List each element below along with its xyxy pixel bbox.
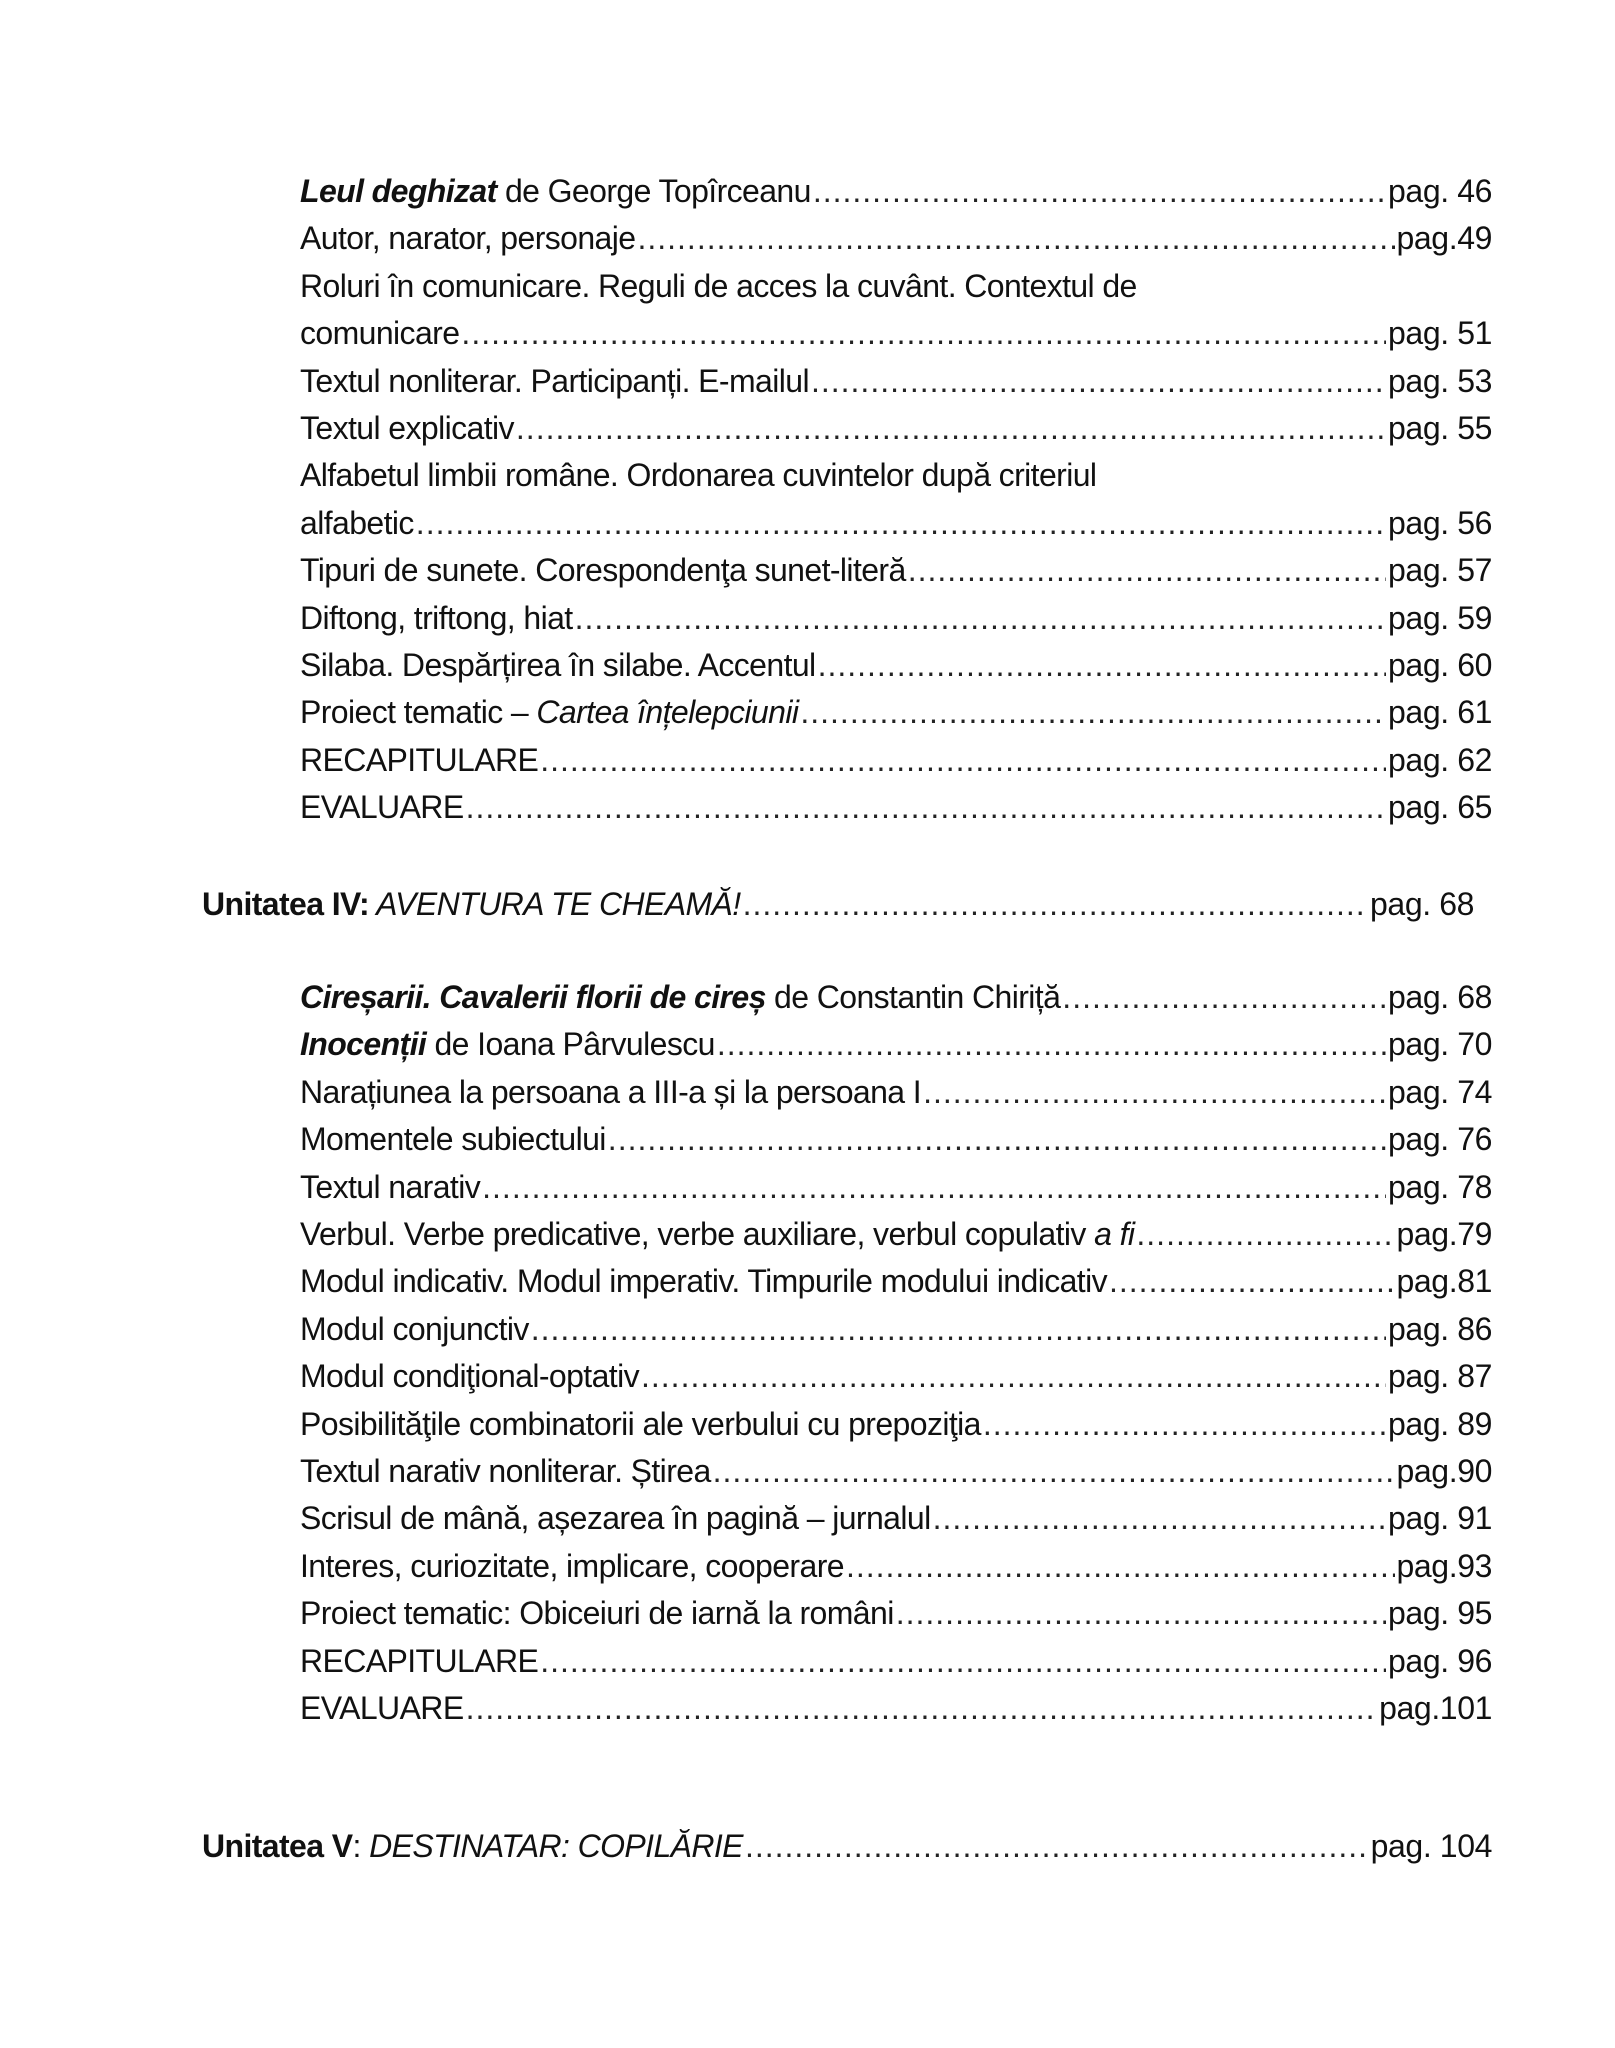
page-number: pag. 57 [1388, 552, 1492, 589]
unit-title [202, 1823, 743, 1870]
entry-title [300, 263, 1137, 310]
entry-title-continuation: alfabetic [300, 504, 414, 541]
dot-leader [540, 1638, 1386, 1685]
entry-title [300, 1306, 529, 1353]
entry-title-part: Diftong, triftong, hiat [300, 599, 573, 636]
page-number: pag.79 [1396, 1216, 1492, 1252]
page-number: pag. 95 [1388, 1595, 1492, 1632]
toc-entry [300, 358, 1492, 405]
toc-entry [300, 1448, 1492, 1495]
page-number: pag. 76 [1388, 1121, 1492, 1158]
dot-leader [908, 547, 1386, 594]
page-number: pag. 89 [1388, 1405, 1492, 1442]
dot-leader [811, 358, 1386, 405]
entry-title-part: Scrisul de mână, așezarea în pagină – jurnalul [300, 1500, 931, 1537]
entry-title [300, 595, 573, 642]
unit-title [202, 881, 741, 928]
dot-leader [461, 310, 1386, 357]
entry-title-part: Cartea înțelepciunii [536, 694, 799, 731]
entry-title-part: de George Topîrceanu [496, 173, 811, 209]
toc-entry [300, 1116, 1492, 1163]
toc-entry [300, 263, 1492, 310]
entry-title-part: EVALUARE [300, 789, 464, 826]
entry-title [300, 358, 809, 405]
toc-entry [300, 405, 1492, 452]
page-number: pag.81 [1396, 1263, 1492, 1300]
page-number: pag. 96 [1388, 1642, 1492, 1679]
dot-leader [800, 689, 1386, 736]
entry-title-part: RECAPITULARE [300, 741, 539, 778]
entry-title-part: Momentele subiectului [300, 1121, 606, 1158]
entry-title [300, 1021, 715, 1068]
entry-title-part: Narațiunea la persoana a III-a și la persoana I [300, 1073, 922, 1110]
page-number: pag. 86 [1388, 1310, 1492, 1347]
entry-title-part: Posibilităţile combinatorii ale verbului cu prepoziţia [300, 1405, 981, 1442]
page-number: pag. 46 [1388, 173, 1492, 209]
entry-title [300, 1685, 464, 1732]
entry-title [300, 1638, 538, 1685]
entry-title [300, 1211, 1134, 1258]
entry-title-part: Verbul. Verbe predicative, verbe auxiliare, verbul copulativ [300, 1216, 1095, 1252]
page-number: pag. 59 [1388, 599, 1492, 636]
toc-entry [300, 1638, 1492, 1685]
entry-title-continuation: comunicare [300, 315, 460, 352]
page-number: pag. 62 [1388, 741, 1492, 778]
entry-title-part: Textul nonliterar. Participanți. E-mailul [300, 362, 809, 399]
toc-entry [300, 595, 1492, 642]
entry-title [300, 974, 1060, 1021]
unit-heading [202, 881, 1474, 928]
entry-title [300, 1069, 921, 1116]
entry-title [300, 689, 798, 736]
toc-entry-continuation [300, 310, 1492, 357]
dot-leader [531, 1306, 1386, 1353]
entry-title-part: Interes, curiozitate, implicare, cooperare [300, 1547, 844, 1584]
toc-entry [300, 1543, 1492, 1590]
entry-title-part: Alfabetul limbii române. Ordonarea cuvintelor după criteriul [300, 457, 1097, 494]
page-number: pag. 60 [1388, 647, 1492, 683]
dot-leader [637, 215, 1394, 262]
page-number: pag. 74 [1388, 1073, 1492, 1110]
entry-title [300, 1448, 711, 1495]
entry-title-part: Tipuri de sunete. Corespondenţa sunet-literă [300, 552, 906, 589]
entry-title-part: EVALUARE [300, 1690, 464, 1726]
dot-leader [896, 1590, 1386, 1637]
entry-title [300, 1543, 844, 1590]
entry-title-part: Cireșarii. Cavalerii florii de cireș [300, 979, 766, 1015]
page-number: pag. 56 [1388, 504, 1492, 541]
toc-entry [300, 642, 1492, 689]
entry-title [300, 1164, 480, 1211]
entry-title-part: Textul explicativ [300, 410, 514, 446]
toc-entry [300, 784, 1492, 831]
entry-title-part: Inocenții [300, 1026, 427, 1063]
page-number: pag. 51 [1388, 315, 1492, 352]
toc-entry [300, 1069, 1492, 1116]
dot-leader [1062, 974, 1386, 1021]
toc-entry-continuation [300, 500, 1492, 547]
page-number: pag. 61 [1388, 694, 1492, 731]
entry-title-part: a fi [1094, 1216, 1135, 1252]
entry-title [300, 784, 464, 831]
entry-title [300, 737, 538, 784]
entry-title [300, 1495, 931, 1542]
dot-leader [743, 881, 1368, 928]
entry-title-part: de Ioana Pârvulescu [426, 1026, 715, 1063]
page-number: pag.49 [1396, 220, 1492, 257]
dot-leader [540, 737, 1386, 784]
entry-title-part: Roluri în comunicare. Reguli de acces la cuvânt. Contextul de [300, 267, 1137, 304]
entry-title [300, 452, 1096, 499]
toc-entry [300, 1353, 1492, 1400]
toc-entry [300, 974, 1492, 1021]
dot-leader [745, 1823, 1369, 1870]
entry-title [300, 642, 816, 689]
toc-entry [300, 1685, 1492, 1732]
entry-title [300, 547, 906, 594]
entry-title-part: Textul narativ [300, 1168, 481, 1205]
toc-entry [300, 547, 1492, 594]
toc-entry [300, 689, 1492, 736]
toc-entry [300, 1495, 1492, 1542]
page-number: pag. 68 [1388, 979, 1492, 1015]
unit-name: DESTINATAR: COPILĂRIE [360, 1828, 743, 1864]
entry-title-part: Textul narativ nonliterar. Știrea [300, 1453, 711, 1489]
page-number: pag. 78 [1388, 1168, 1492, 1205]
entry-title-part: Silaba. Despărțirea în silabe. Accentul [300, 647, 816, 683]
entry-title [300, 1353, 639, 1400]
dot-leader [983, 1401, 1386, 1448]
entry-title-part: de Constantin Chiriță [765, 979, 1061, 1015]
unit-label: Unitatea V [202, 1828, 353, 1864]
entry-title [300, 168, 811, 215]
dot-leader [933, 1495, 1386, 1542]
entry-title [300, 1590, 894, 1637]
page-number: pag. 70 [1388, 1026, 1492, 1063]
entry-title [300, 405, 514, 452]
dot-leader [416, 500, 1386, 547]
toc-entry [300, 1258, 1492, 1305]
page-number: pag. 55 [1388, 410, 1492, 446]
dot-leader [923, 1069, 1386, 1116]
dot-leader [575, 595, 1386, 642]
dot-leader [818, 642, 1386, 689]
entry-title-part: Autor, narator, personaje [300, 220, 636, 257]
toc-entry [300, 452, 1492, 499]
dot-leader [717, 1021, 1386, 1068]
toc-entry [300, 1021, 1492, 1068]
toc-entry [300, 168, 1492, 215]
unit-colon: : [352, 1828, 361, 1864]
entry-title-part: Proiect tematic – [300, 694, 537, 731]
dot-leader [1109, 1258, 1395, 1305]
toc-entry [300, 1590, 1492, 1637]
dot-leader [516, 405, 1386, 452]
dot-leader [813, 168, 1386, 215]
dot-leader [846, 1543, 1395, 1590]
entry-title [300, 1116, 606, 1163]
page-number: pag. 53 [1388, 362, 1492, 399]
toc-entry [300, 1211, 1492, 1258]
entry-title-part: Leul deghizat [300, 173, 497, 209]
dot-leader [466, 1685, 1378, 1732]
page-number: pag. 87 [1388, 1358, 1492, 1395]
dot-leader [713, 1448, 1395, 1495]
page-number: pag. 68 [1370, 886, 1474, 922]
page-number: pag. 91 [1388, 1500, 1492, 1537]
unit-heading [202, 1823, 1492, 1870]
page-number: pag. 65 [1388, 789, 1492, 826]
toc-entry [300, 215, 1492, 262]
dot-leader [466, 784, 1386, 831]
toc-entry [300, 1401, 1492, 1448]
dot-leader [482, 1164, 1386, 1211]
entry-title [300, 1258, 1107, 1305]
page-number: pag.93 [1396, 1547, 1492, 1584]
entry-title-part: Modul conjunctiv [300, 1310, 529, 1347]
toc-entry [300, 737, 1492, 784]
entry-title-part: RECAPITULARE [300, 1642, 539, 1679]
entry-title [300, 1401, 981, 1448]
dot-leader [608, 1116, 1386, 1163]
unit-name: AVENTURA TE CHEAMĂ! [369, 886, 741, 922]
page-number: pag.101 [1379, 1690, 1492, 1726]
page-number: pag.90 [1396, 1453, 1492, 1489]
toc-entry [300, 1164, 1492, 1211]
dot-leader [1136, 1211, 1394, 1258]
unit-label: Unitatea IV: [202, 886, 370, 922]
dot-leader [641, 1353, 1386, 1400]
entry-title-part: Modul indicativ. Modul imperativ. Timpurile modului indicativ [300, 1263, 1107, 1300]
toc-entry [300, 1306, 1492, 1353]
entry-title [300, 215, 635, 262]
entry-title-part: Proiect tematic: Obiceiuri de iarnă la români [300, 1595, 894, 1632]
page-number: pag. 104 [1370, 1828, 1492, 1864]
entry-title-part: Modul condiţional-optativ [300, 1358, 639, 1395]
